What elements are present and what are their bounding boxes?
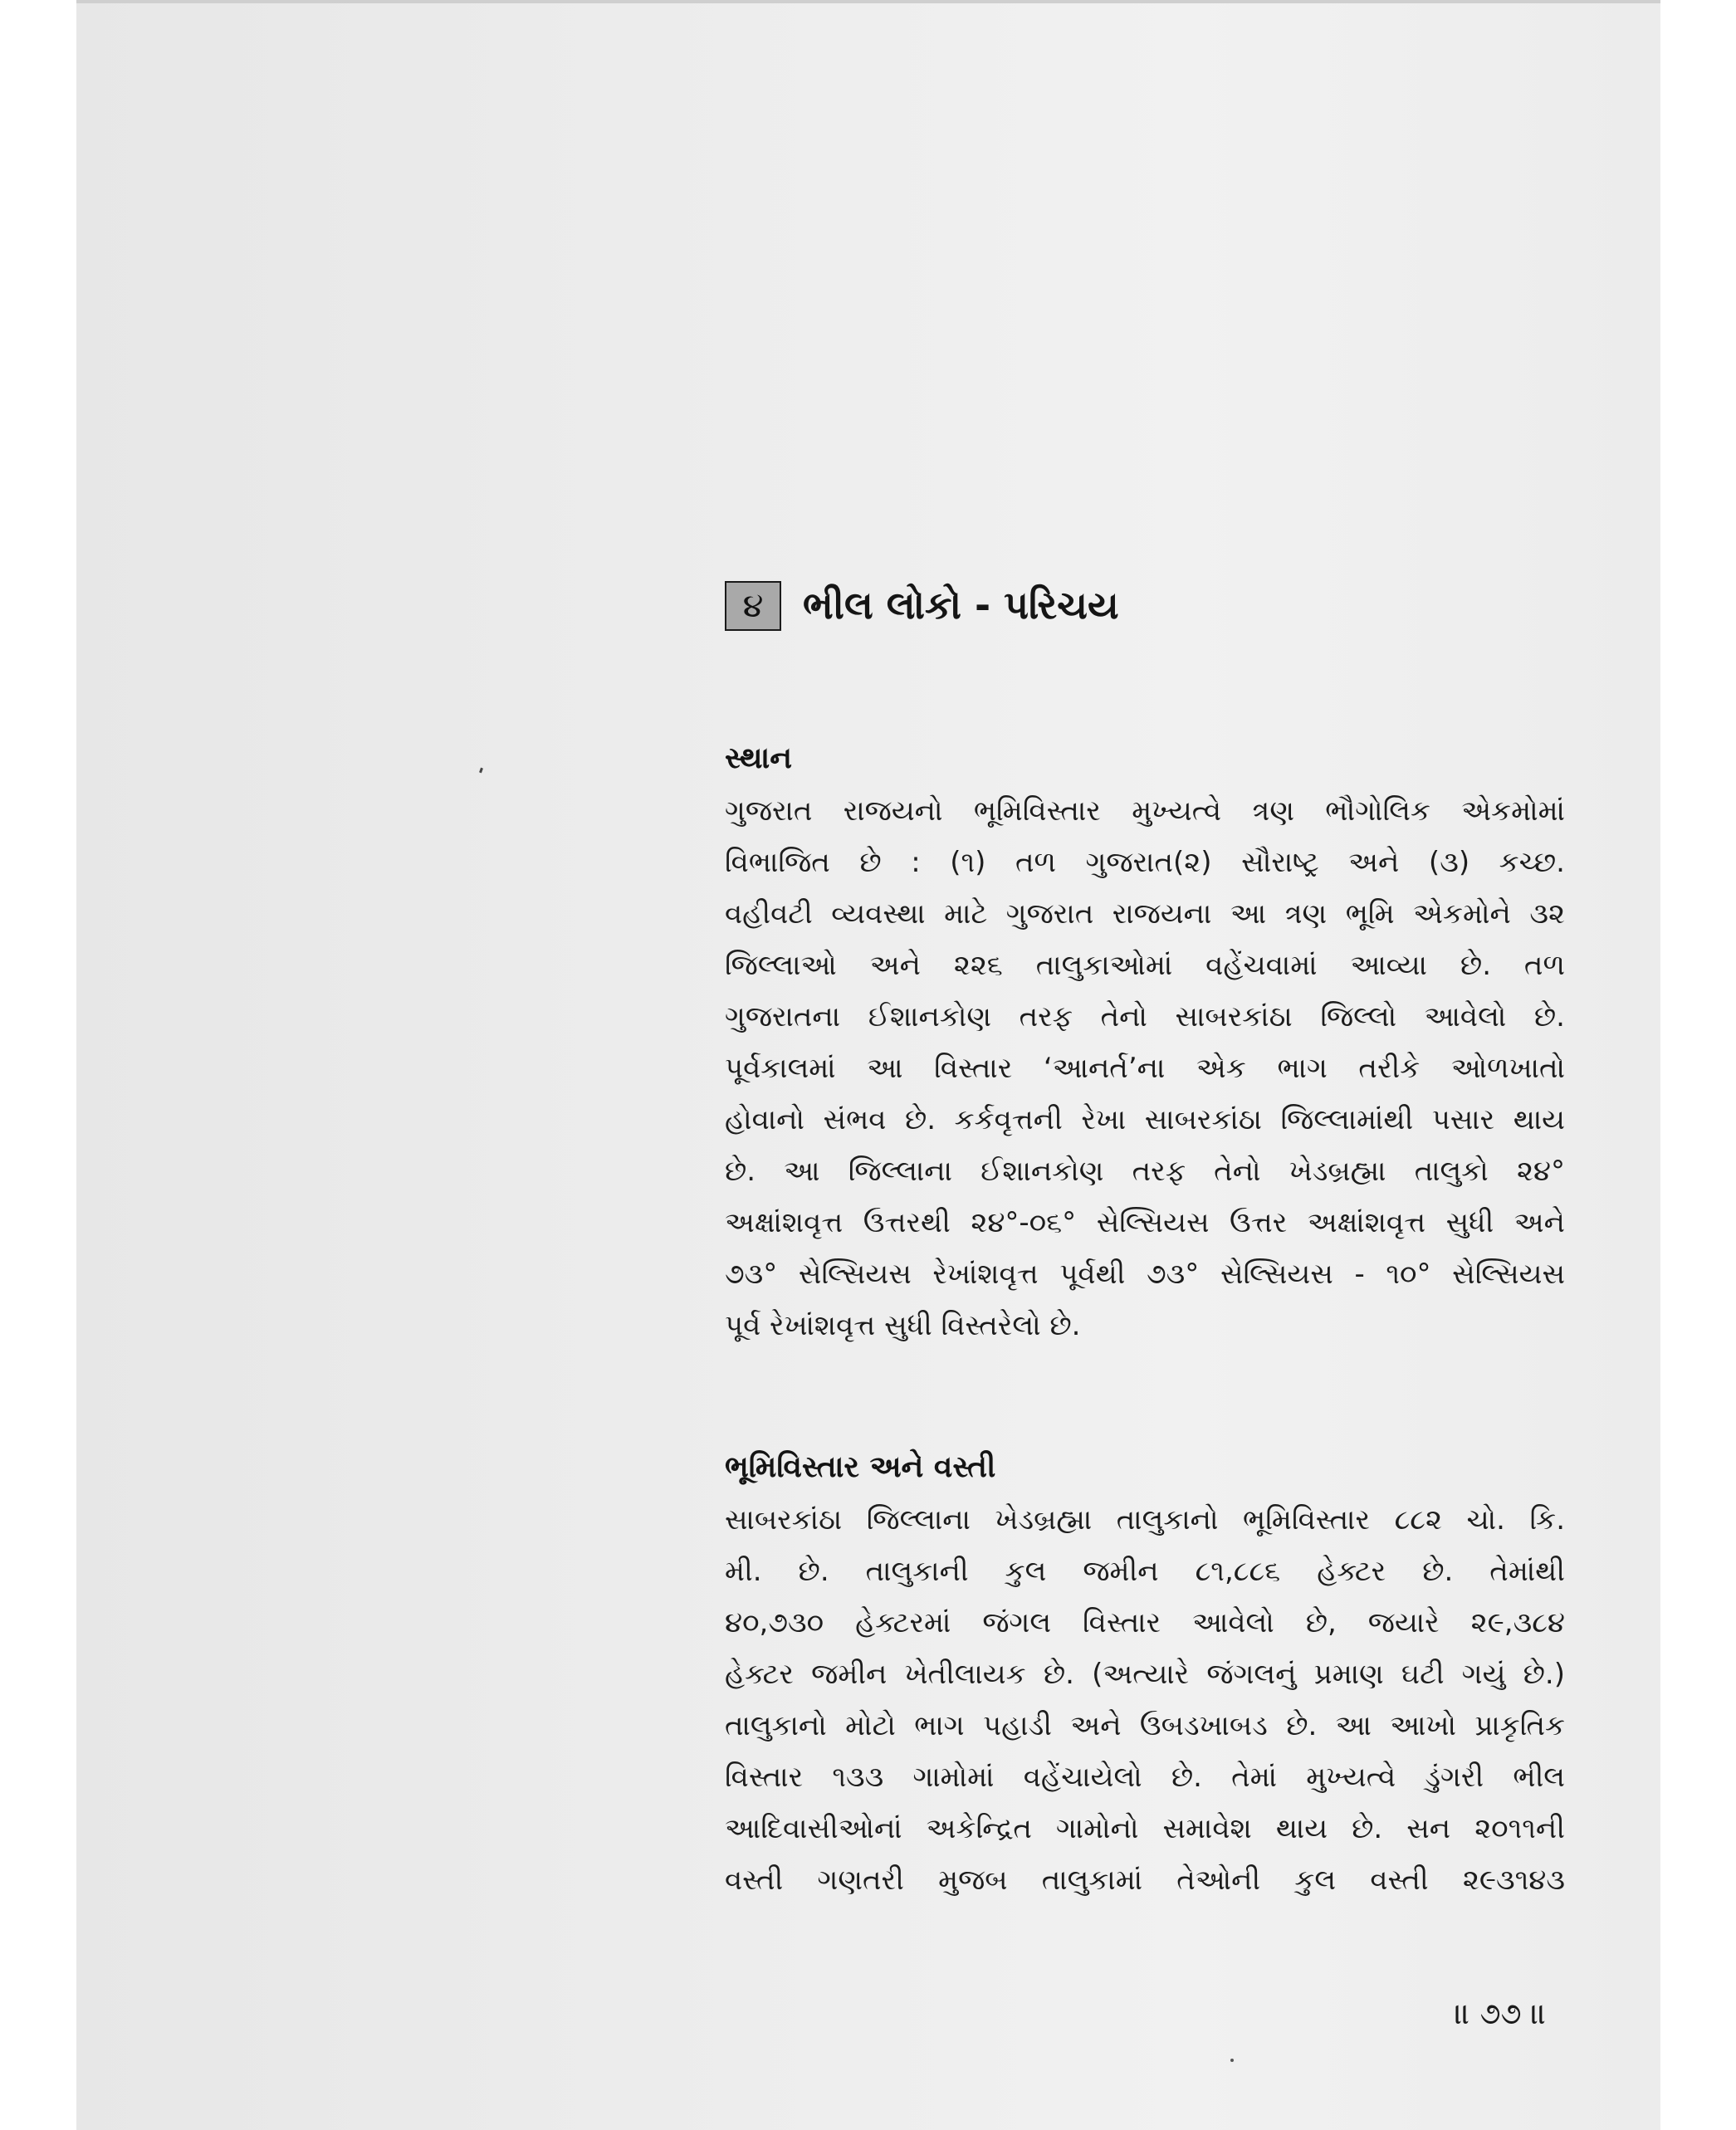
text-line: હેક્ટર જમીન ખેતીલાયક છે. (અત્યારે જંગલનું પ્રમાણ ઘટી ગયું છે.) — [725, 1658, 1565, 1691]
text-line: સાબરકાંઠા જિલ્લાના ખેડબ્રહ્મા તાલુકાનો ભૂમિવિસ્તાર ૮૮૨ ચો. કિ. — [725, 1503, 1565, 1536]
page-top-edge — [76, 0, 1660, 3]
text-line: પૂર્વ રેખાંશવૃત્ત સુધી વિસ્તરેલો છે. — [725, 1309, 1081, 1342]
text-line: વિભાજિત છે : (૧) તળ ગુજરાત(૨) સૌરાષ્ટ્ર અને (૩) કચ્છ. — [725, 846, 1565, 879]
chapter-title: ભીલ લોકો - પરિચય — [803, 583, 1119, 628]
text-line: અક્ષાંશવૃત્ત ઉત્તરથી ૨૪°-૦૬° સેલ્સિયસ ઉત્તર અક્ષાંશવૃત્ત સુધી અને — [725, 1206, 1565, 1239]
chapter-number-box: ૪ — [725, 581, 781, 631]
chapter-heading — [725, 581, 1119, 631]
section-heading: ભૂમિવિસ્તાર અને વસ્તી — [725, 1450, 996, 1484]
text-line: છે. આ જિલ્લાના ઈશાનકોણ તરફ તેનો ખેડબ્રહ્મા તાલુકો ૨૪° — [725, 1155, 1565, 1188]
text-line: ૭૩° સેલ્સિયસ રેખાંશવૃત્ત પૂર્વથી ૭૩° સેલ્સિયસ - ૧૦° સેલ્સિયસ — [725, 1258, 1565, 1291]
text-line: ગુજરાત રાજયનો ભૂમિવિસ્તાર મુખ્યત્વે ત્રણ ભૌગોલિક એકમોમાં — [725, 794, 1565, 828]
text-line: મી. છે. તાલુકાની કુલ જમીન ૮૧,૮૮૬ હેક્ટર છે. તેમાંથી — [725, 1555, 1565, 1588]
text-line: ૪૦,૭૩૦ હેક્ટરમાં જંગલ વિસ્તાર આવેલો છે, જયારે ૨૯,૩૮૪ — [725, 1606, 1565, 1639]
text-line: પૂર્વકાલમાં આ વિસ્તાર ‘આનર્ત’ના એક ભાગ તરીકે ઓળખાતો — [725, 1052, 1565, 1085]
text-line: જિલ્લાઓ અને ૨૨૬ તાલુકાઓમાં વહેંચવામાં આવ્યા છે. તળ — [725, 949, 1565, 982]
text-line: તાલુકાનો મોટો ભાગ પહાડી અને ઉબડખાબડ છે. આ આખો પ્રાકૃતિક — [725, 1709, 1565, 1742]
text-line: હોવાનો સંભવ છે. કર્કવૃત્તની રેખા સાબરકાંઠા જિલ્લામાંથી પસાર થાય — [725, 1103, 1565, 1136]
ink-speck — [1230, 2059, 1234, 2062]
section-location — [725, 739, 1565, 1351]
text-line: વહીવટી વ્યવસ્થા માટે ગુજરાત રાજયના આ ત્રણ ભૂમિ એકમોને ૩૨ — [725, 897, 1565, 931]
section-heading: સ્થાન — [725, 741, 793, 775]
section-paragraph — [725, 1494, 1565, 1906]
section-area-population — [725, 1448, 1565, 1906]
section-paragraph — [725, 785, 1565, 1351]
page-number: ॥ ૭૭ ॥ — [1455, 1997, 1547, 2031]
text-line: વસ્તી ગણતરી મુજબ તાલુકામાં તેઓની કુલ વસ્તી ૨૯૩૧૪૩ — [725, 1864, 1565, 1897]
text-line: વિસ્તાર ૧૩૩ ગામોમાં વહેંચાયેલો છે. તેમાં મુખ્યત્વે ડુંગરી ભીલ — [725, 1761, 1565, 1794]
text-line: ગુજરાતના ઈશાનકોણ તરફ તેનો સાબરકાંઠા જિલ્લો આવેલો છે. — [725, 1000, 1565, 1033]
text-line: આદિવાસીઓનાં અકેન્દ્રિત ગામોનો સમાવેશ થાય છે. સન ૨૦૧૧ની — [725, 1812, 1565, 1845]
